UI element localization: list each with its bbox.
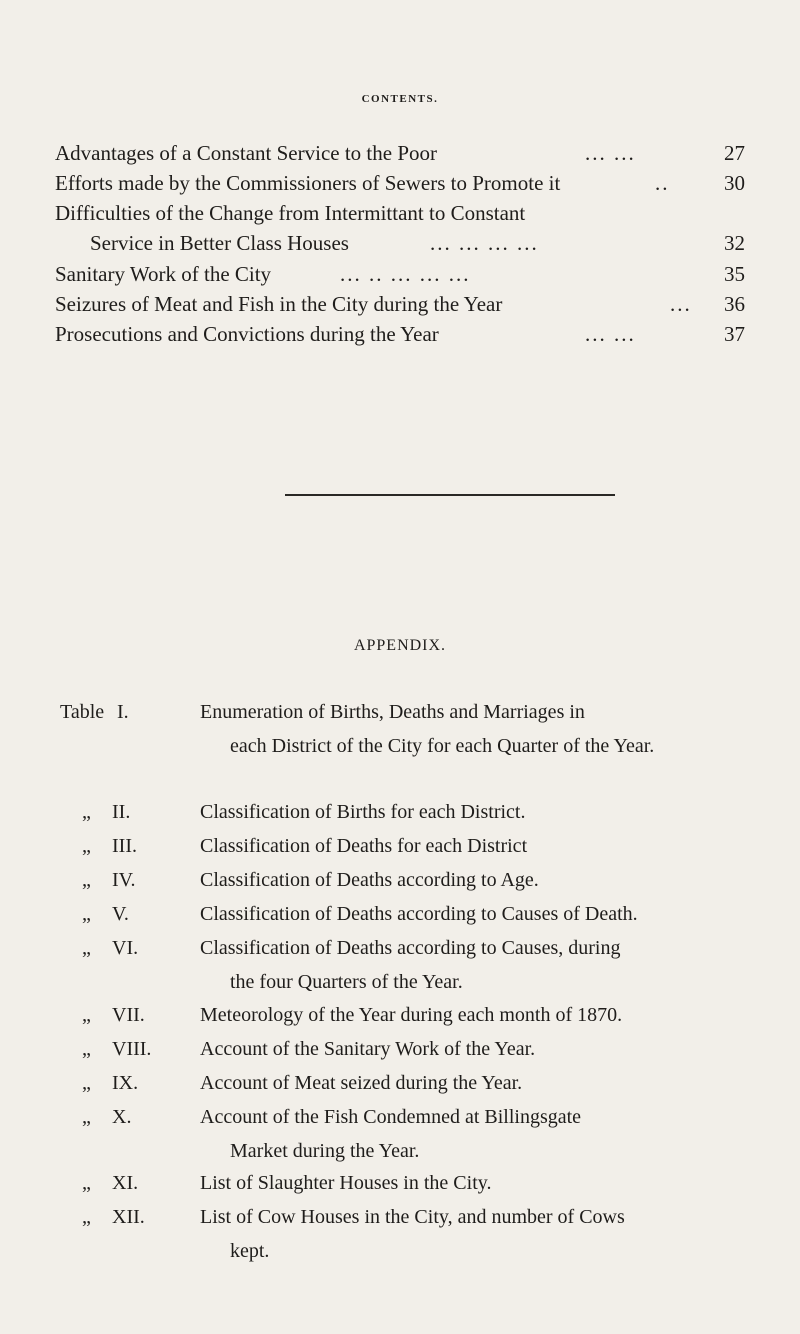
leader-dots: ... .. ... ... ... xyxy=(340,262,471,286)
table-description: Account of the Sanitary Work of the Year. xyxy=(200,1038,536,1060)
contents-entry xyxy=(55,319,745,349)
entry-title: Prosecutions and Convictions during the Year xyxy=(55,322,439,346)
table-description: Classification of Deaths for each District xyxy=(200,835,528,857)
leader-dots: ... ... xyxy=(585,141,636,165)
table-description xyxy=(200,931,740,999)
ditto-mark: „ xyxy=(82,903,91,925)
description-continuation: each District of the City for each Quarter of the Year. xyxy=(230,735,655,757)
table-number: X. xyxy=(112,1106,132,1128)
table-number: VII. xyxy=(112,1004,145,1026)
section-divider xyxy=(285,494,615,496)
table-number: II. xyxy=(112,801,131,823)
ditto-mark: „ xyxy=(82,1004,91,1026)
table-number: VI. xyxy=(112,937,139,959)
entry-title: Efforts made by the Commissioners of Sewers to Promote it xyxy=(55,171,561,195)
entry-title: Seizures of Meat and Fish in the City during the Year xyxy=(55,292,503,316)
entry-page-number: 37 xyxy=(724,322,745,346)
table-number: XI. xyxy=(112,1172,139,1194)
leader-dots: ... xyxy=(670,292,692,316)
description-text: Enumeration of Births, Deaths and Marriages in xyxy=(200,701,585,723)
contents-entry xyxy=(55,138,745,168)
contents-entry xyxy=(55,289,745,319)
ditto-mark: „ xyxy=(82,937,91,959)
ditto-mark: „ xyxy=(82,1206,91,1228)
entry-title: Difficulties of the Change from Intermittant to Constant xyxy=(55,201,526,225)
ditto-mark: „ xyxy=(82,1172,91,1194)
entry-title: Advantages of a Constant Service to the Poor xyxy=(55,141,437,165)
table-number: I. xyxy=(117,701,129,723)
leader-dots: ... ... ... ... xyxy=(430,231,539,255)
leader-dots: .. xyxy=(655,171,670,195)
entry-page-number: 36 xyxy=(724,292,745,316)
description-continuation: the four Quarters of the Year. xyxy=(230,971,463,993)
table-number: VIII. xyxy=(112,1038,152,1060)
ditto-mark: „ xyxy=(82,835,91,857)
table-description: Meteorology of the Year during each month of 1870. xyxy=(200,1004,623,1026)
table-description: Account of Meat seized during the Year. xyxy=(200,1072,523,1094)
entry-page-number: 35 xyxy=(724,262,745,286)
entry-title: Service in Better Class Houses xyxy=(90,231,349,255)
table-description xyxy=(200,1200,740,1268)
ditto-mark: „ xyxy=(82,801,91,823)
ditto-mark: „ xyxy=(82,869,91,891)
ditto-mark: „ xyxy=(82,1106,91,1128)
entry-title: Sanitary Work of the City xyxy=(55,262,272,286)
table-number: V. xyxy=(112,903,129,925)
description-text: List of Cow Houses in the City, and number of Cows xyxy=(200,1206,625,1228)
table-description: Classification of Deaths according to Causes of Death. xyxy=(200,903,638,925)
table-number: III. xyxy=(112,835,137,857)
entry-page-number: 27 xyxy=(724,141,745,165)
description-text: Classification of Deaths according to Causes, during xyxy=(200,937,621,959)
table-description xyxy=(200,1100,740,1168)
table-number: IV. xyxy=(112,869,136,891)
contents-entry xyxy=(55,168,745,198)
table-description: Classification of Deaths according to Age. xyxy=(200,869,539,891)
description-continuation: Market during the Year. xyxy=(230,1140,420,1162)
ditto-mark: „ xyxy=(82,1038,91,1060)
description-text: Account of the Fish Condemned at Billingsgate xyxy=(200,1106,582,1128)
table-number: XII. xyxy=(112,1206,145,1228)
appendix-heading: APPENDIX. xyxy=(353,637,447,654)
contents-heading: CONTENTS. xyxy=(361,93,439,105)
contents-entry xyxy=(55,198,745,228)
table-description xyxy=(200,695,740,763)
leader-dots: ... ... xyxy=(585,322,636,346)
table-number: IX. xyxy=(112,1072,139,1094)
entry-page-number: 30 xyxy=(724,171,745,195)
table-description: Classification of Births for each District. xyxy=(200,801,526,823)
contents-entry xyxy=(55,259,745,289)
table-label: Table xyxy=(60,701,105,723)
table-description: List of Slaughter Houses in the City. xyxy=(200,1172,492,1194)
description-continuation: kept. xyxy=(230,1240,270,1262)
entry-page-number: 32 xyxy=(724,231,745,255)
ditto-mark: „ xyxy=(82,1072,91,1094)
contents-entry xyxy=(55,228,745,258)
